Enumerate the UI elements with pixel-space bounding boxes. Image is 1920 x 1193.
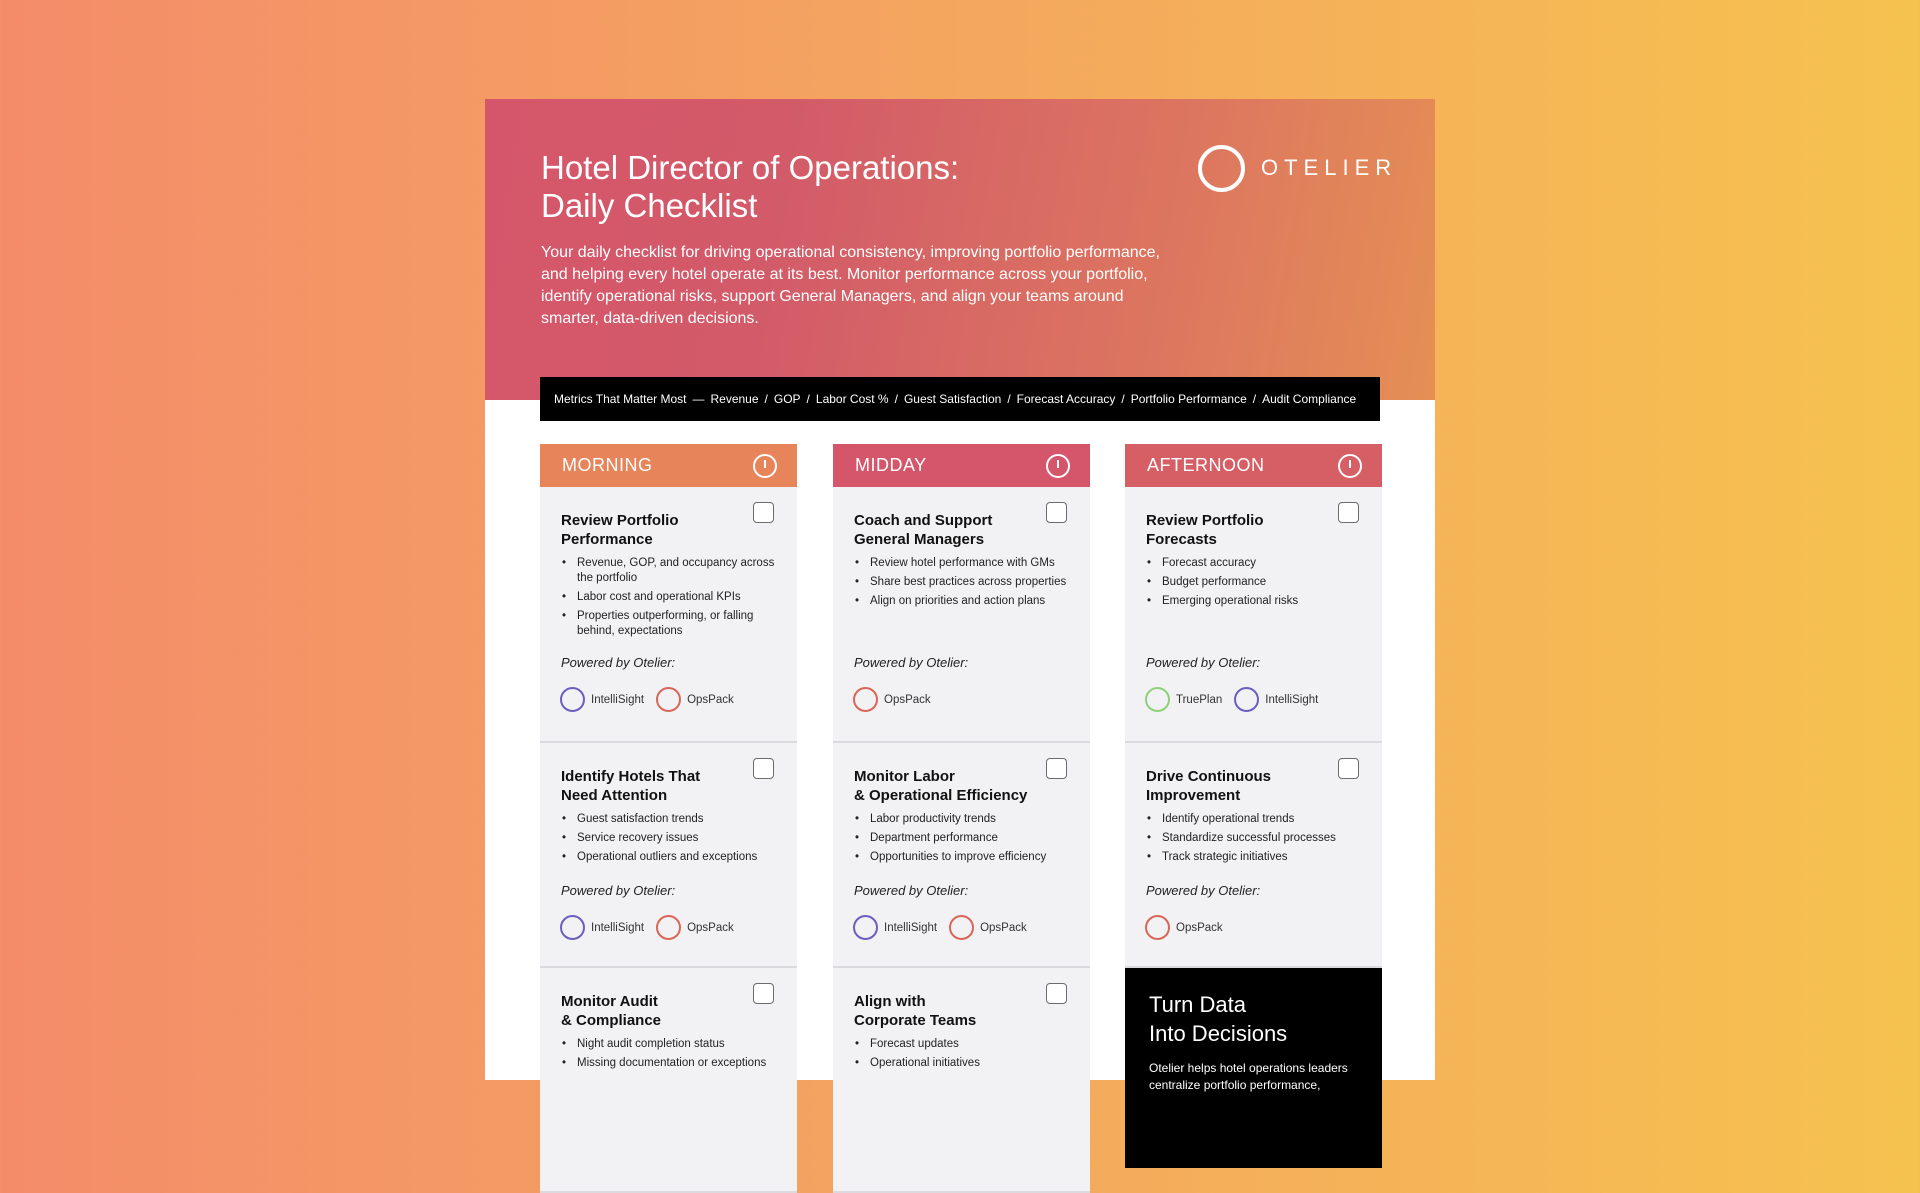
checklist-card bbox=[833, 743, 1090, 968]
product-label: OpsPack bbox=[884, 693, 931, 706]
product-trueplan bbox=[1145, 687, 1222, 712]
product-label: OpsPack bbox=[1176, 921, 1223, 934]
checklist-document bbox=[485, 99, 1435, 1092]
bullet-item: • Forecast accuracy bbox=[1146, 556, 1362, 571]
metric-separator: / bbox=[1007, 392, 1011, 406]
bullet-list bbox=[854, 556, 1070, 609]
task-checkbox[interactable] bbox=[1046, 983, 1067, 1004]
checklist-card bbox=[540, 487, 797, 743]
metric-item: GOP bbox=[773, 392, 801, 406]
card-title-line: General Managers bbox=[854, 531, 985, 548]
product-list bbox=[560, 687, 746, 712]
cta-body: Otelier helps hotel operations leaders centralize portfolio performance, bbox=[1149, 1061, 1348, 1092]
card-title-line: Identify Hotels That bbox=[561, 768, 701, 785]
intellisight-ring-icon bbox=[560, 687, 585, 712]
otelier-logo bbox=[1198, 143, 1397, 193]
cta-title-line: Into Decisions bbox=[1149, 1021, 1288, 1046]
card-title-line: Monitor Labor bbox=[854, 768, 955, 785]
metric-separator: / bbox=[1252, 392, 1257, 406]
bullet-item: • Operational outliers and exceptions bbox=[561, 850, 777, 865]
opspack-ring-icon bbox=[1145, 915, 1170, 940]
card-title bbox=[854, 511, 1034, 549]
card-title bbox=[561, 511, 741, 549]
column-afternoon bbox=[1125, 444, 1382, 1168]
column-header-midday bbox=[833, 444, 1090, 487]
task-checkbox[interactable] bbox=[1338, 758, 1359, 779]
bullet-item: • Labor productivity trends bbox=[854, 812, 1070, 827]
metric-separator: / bbox=[764, 392, 768, 406]
task-checkbox[interactable] bbox=[753, 502, 774, 523]
metric-item: Guest Satisfaction bbox=[903, 392, 1002, 406]
card-title bbox=[1146, 511, 1326, 549]
cta-title-line: Turn Data bbox=[1149, 992, 1247, 1017]
bullet-list bbox=[561, 1037, 777, 1071]
product-label: OpsPack bbox=[980, 921, 1027, 934]
product-label: IntelliSight bbox=[591, 921, 645, 934]
powered-by-label: Powered by Otelier: bbox=[1146, 883, 1261, 898]
product-opspack bbox=[656, 915, 734, 940]
opspack-ring-icon bbox=[656, 687, 681, 712]
bullet-item: • Review hotel performance with GMs bbox=[854, 556, 1070, 571]
task-checkbox[interactable] bbox=[753, 983, 774, 1004]
document-header bbox=[485, 99, 1435, 400]
card-title-line: Monitor Audit bbox=[561, 993, 658, 1010]
bullet-item: • Department performance bbox=[854, 831, 1070, 846]
clock-icon bbox=[1046, 454, 1070, 478]
bullet-list bbox=[1146, 556, 1362, 609]
card-title bbox=[1146, 767, 1326, 805]
bullet-list bbox=[854, 1037, 1070, 1071]
card-title-line: Corporate Teams bbox=[854, 1012, 977, 1029]
checklist-card bbox=[1125, 487, 1382, 743]
product-intellisight bbox=[560, 915, 644, 940]
product-opspack bbox=[656, 687, 734, 712]
product-intellisight bbox=[560, 687, 644, 712]
cta-panel bbox=[1125, 968, 1382, 1168]
powered-by-label: Powered by Otelier: bbox=[854, 883, 969, 898]
bullet-item: • Align on priorities and action plans bbox=[854, 594, 1070, 609]
clock-icon bbox=[1338, 454, 1362, 478]
column-midday bbox=[833, 444, 1090, 1193]
bullet-item: • Operational initiatives bbox=[854, 1056, 1070, 1071]
checklist-card bbox=[540, 743, 797, 968]
bullet-list bbox=[561, 556, 777, 639]
bullet-item: • Service recovery issues bbox=[561, 831, 777, 846]
card-title bbox=[561, 992, 741, 1030]
product-list bbox=[1145, 687, 1330, 712]
product-opspack bbox=[949, 915, 1027, 940]
bullet-list bbox=[1146, 812, 1362, 865]
column-title: AFTERNOON bbox=[1147, 455, 1265, 475]
powered-by-label: Powered by Otelier: bbox=[561, 655, 676, 670]
checklist-card bbox=[833, 487, 1090, 743]
bullet-item: • Budget performance bbox=[1146, 575, 1362, 590]
metric-item: Revenue bbox=[710, 392, 759, 406]
clock-icon bbox=[753, 454, 777, 478]
card-title-line: Align with bbox=[854, 993, 926, 1010]
bullet-item: • Identify operational trends bbox=[1146, 812, 1362, 827]
bullet-item: • Revenue, GOP, and occupancy across the portfolio bbox=[561, 556, 777, 586]
card-title-line: Need Attention bbox=[561, 787, 668, 804]
bullet-list bbox=[561, 812, 777, 865]
task-checkbox[interactable] bbox=[1338, 502, 1359, 523]
card-title-line: Review Portfolio bbox=[1146, 512, 1264, 529]
product-intellisight bbox=[1234, 687, 1318, 712]
column-header-morning bbox=[540, 444, 797, 487]
bullet-list bbox=[854, 812, 1070, 865]
product-list bbox=[853, 687, 943, 712]
title-line-2: Daily Checklist bbox=[541, 187, 758, 224]
column-morning bbox=[540, 444, 797, 1193]
logo-wordmark: OTELIER bbox=[1261, 155, 1398, 180]
bullet-item: • Missing documentation or exceptions bbox=[561, 1056, 777, 1071]
card-title-line: Forecasts bbox=[1146, 531, 1217, 548]
bullet-item: • Guest satisfaction trends bbox=[561, 812, 777, 827]
opspack-ring-icon bbox=[853, 687, 878, 712]
product-list bbox=[1145, 915, 1235, 940]
card-title bbox=[561, 767, 741, 805]
card-title-line: Performance bbox=[561, 531, 653, 548]
card-title-line: & Operational Efficiency bbox=[854, 787, 1028, 804]
bullet-item: • Forecast updates bbox=[854, 1037, 1070, 1052]
metric-item: Audit Compliance bbox=[1262, 392, 1357, 406]
bullet-item: • Opportunities to improve efficiency bbox=[854, 850, 1070, 865]
card-title-line: Improvement bbox=[1146, 787, 1241, 804]
bullet-item: • Standardize successful processes bbox=[1146, 831, 1362, 846]
product-label: IntelliSight bbox=[591, 693, 645, 706]
card-title-line: Drive Continuous bbox=[1146, 768, 1272, 785]
checklist-card bbox=[540, 968, 797, 1193]
metric-separator: / bbox=[806, 392, 810, 406]
metrics-bar bbox=[540, 377, 1380, 421]
powered-by-label: Powered by Otelier: bbox=[561, 883, 676, 898]
product-opspack bbox=[1145, 915, 1223, 940]
product-label: OpsPack bbox=[687, 921, 734, 934]
product-label: IntelliSight bbox=[884, 921, 938, 934]
intellisight-ring-icon bbox=[560, 915, 585, 940]
bullet-item: • Properties outperforming, or falling behind, expectations bbox=[561, 609, 777, 639]
page-title bbox=[541, 149, 1061, 225]
product-label: OpsPack bbox=[687, 693, 734, 706]
checklist-card bbox=[1125, 743, 1382, 968]
bullet-item: • Emerging operational risks bbox=[1146, 594, 1362, 609]
card-title bbox=[854, 767, 1034, 805]
card-title-line: Coach and Support bbox=[854, 512, 993, 529]
bullet-item: • Track strategic initiatives bbox=[1146, 850, 1362, 865]
intellisight-ring-icon bbox=[1234, 687, 1259, 712]
trueplan-ring-icon bbox=[1145, 687, 1170, 712]
task-checkbox[interactable] bbox=[1046, 502, 1067, 523]
opspack-ring-icon bbox=[656, 915, 681, 940]
column-header-afternoon bbox=[1125, 444, 1382, 487]
title-line-1: Hotel Director of Operations: bbox=[541, 149, 960, 186]
metric-item: Labor Cost % bbox=[815, 392, 889, 406]
bullet-item: • Share best practices across properties bbox=[854, 575, 1070, 590]
powered-by-label: Powered by Otelier: bbox=[1146, 655, 1261, 670]
product-label: IntelliSight bbox=[1265, 693, 1319, 706]
intellisight-ring-icon bbox=[853, 915, 878, 940]
card-title-line: & Compliance bbox=[561, 1012, 662, 1029]
logo-ring-icon bbox=[1198, 145, 1245, 192]
product-opspack bbox=[853, 687, 931, 712]
product-label: TruePlan bbox=[1176, 693, 1223, 706]
intro-paragraph: Your daily checklist for driving operational consistency, improving portfolio performance, and helping every hotel operate at its best. Monitor performance across your portfolio, identify operational risks, support General Managers, and align your teams around smarter, data-driven decisions. bbox=[541, 244, 1160, 327]
metric-item: Forecast Accuracy bbox=[1016, 392, 1116, 406]
card-title-line: Review Portfolio bbox=[561, 512, 679, 529]
metric-separator: / bbox=[894, 392, 898, 406]
powered-by-label: Powered by Otelier: bbox=[854, 655, 969, 670]
metrics-dash: — bbox=[692, 392, 705, 406]
metric-separator: / bbox=[1121, 392, 1125, 406]
cta-title bbox=[1149, 990, 1360, 1048]
metric-item: Portfolio Performance bbox=[1130, 392, 1247, 406]
bullet-item: • Night audit completion status bbox=[561, 1037, 777, 1052]
opspack-ring-icon bbox=[949, 915, 974, 940]
card-title bbox=[854, 992, 1034, 1030]
task-checkbox[interactable] bbox=[753, 758, 774, 779]
checklist-card bbox=[833, 968, 1090, 1193]
metrics-label: Metrics That Matter Most bbox=[554, 392, 687, 406]
product-list bbox=[853, 915, 1039, 940]
product-list bbox=[560, 915, 746, 940]
column-title: MIDDAY bbox=[855, 455, 927, 475]
product-intellisight bbox=[853, 915, 937, 940]
task-checkbox[interactable] bbox=[1046, 758, 1067, 779]
bullet-item: • Labor cost and operational KPIs bbox=[561, 590, 777, 605]
column-title: MORNING bbox=[562, 455, 653, 475]
